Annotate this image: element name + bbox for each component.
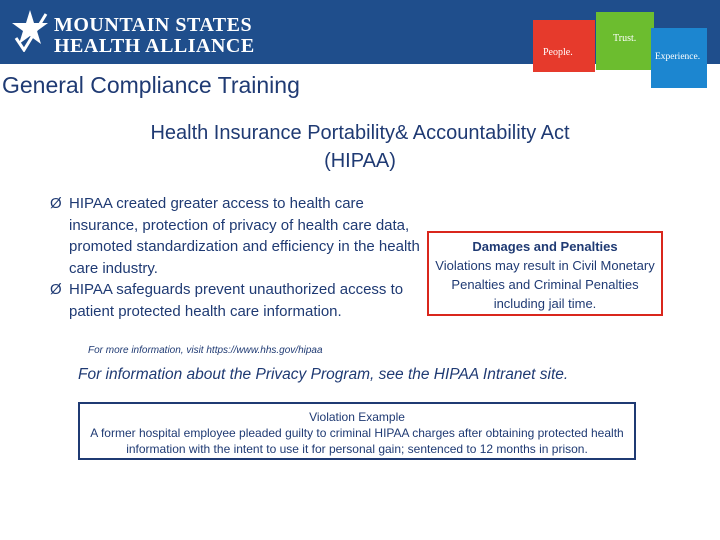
more-info-link[interactable]: For more information, visit https://www.hhs.gov/hipaa xyxy=(88,345,323,356)
trust-square xyxy=(596,12,654,70)
bullet-item xyxy=(50,193,422,279)
damages-callout xyxy=(427,231,663,316)
bullet-list xyxy=(50,193,422,322)
bullet-text: HIPAA safeguards prevent unauthorized access to patient protected health care information. xyxy=(69,281,404,320)
damages-title: Damages and Penalties xyxy=(472,239,618,254)
star-logo-icon xyxy=(10,8,50,52)
experience-square xyxy=(651,28,707,88)
violation-example-box xyxy=(78,402,636,460)
heading-line1: Health Insurance Portability& Accountability Act xyxy=(150,122,570,144)
logo-text-line1: MOUNTAIN STATES xyxy=(54,14,253,36)
people-label: People. xyxy=(543,47,573,58)
trust-label: Trust. xyxy=(613,33,637,44)
logo[interactable] xyxy=(10,8,255,58)
bullet-item xyxy=(50,279,422,322)
example-body: A former hospital employee pleaded guilty to criminal HIPAA charges after obtaining protected health information with the intent to use it for personal gain; sentenced to 12 months in prison. xyxy=(90,426,624,456)
example-title: Violation Example xyxy=(309,410,405,424)
privacy-program-note: For information about the Privacy Program, see the HIPAA Intranet site. xyxy=(78,366,569,383)
experience-label: Experience. xyxy=(655,52,701,62)
people-square xyxy=(533,20,595,72)
logo-text-line2: HEALTH ALLIANCE xyxy=(54,35,255,57)
damages-body: Violations may result in Civil Monetary Penalties and Criminal Penalties including jail time. xyxy=(435,258,655,311)
page-title: General Compliance Training xyxy=(2,72,300,98)
arrow-bullet-icon: Ø xyxy=(50,195,62,212)
heading-line2: (HIPAA) xyxy=(324,150,396,172)
main-heading xyxy=(80,119,640,175)
bullet-text: HIPAA created greater access to health care insurance, protection of privacy of health care data, promoted standardization and efficiency in the health care industry. xyxy=(69,195,420,277)
arrow-bullet-icon: Ø xyxy=(50,281,62,298)
